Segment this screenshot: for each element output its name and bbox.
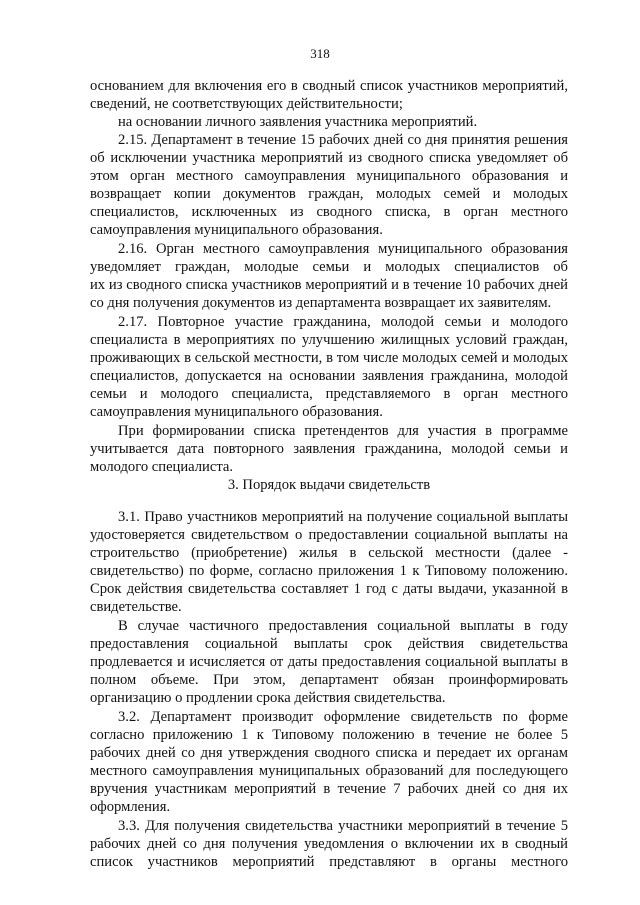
text-line: оформления. — [90, 799, 171, 815]
text-line: полном объеме. При этом, департамент обязан проинформировать — [90, 672, 568, 688]
text-line: свидетельстве. — [90, 599, 182, 615]
text-line: семьи и молодого специалиста, представляемого в орган местного — [90, 386, 568, 402]
text-line: этом орган местного самоуправления муниципального образования и — [90, 168, 568, 184]
text-line: удостоверяется свидетельством о предоставлении социальной выплаты на — [90, 527, 568, 543]
text-line: рабочих дней со дня получения уведомления о включении их в сводный — [90, 836, 568, 852]
text-line: самоуправления муниципального образования. — [90, 222, 383, 238]
text-line: 3.1. Право участников мероприятий на получение социальной выплаты — [118, 509, 568, 525]
text-line: их из сводного списка участников мероприятий и в течение 10 рабочих дней — [90, 277, 568, 293]
text-line: специалистов, исключенных из сводного списка, в орган местного — [90, 204, 568, 220]
text-line: организацию о продлении срока действия свидетельства. — [90, 690, 446, 706]
text-line: В случае частичного предоставления социальной выплаты в году — [118, 618, 568, 634]
text-line: специалиста в мероприятиях по улучшению жилищных условий граждан, — [90, 332, 568, 348]
text-line: 3.3. Для получения свидетельства участники мероприятий в течение 5 — [118, 818, 568, 834]
text-line: со дня получения документов из департамента возвращает их заявителям. — [90, 295, 552, 311]
text-line: на основании личного заявления участника мероприятий. — [118, 114, 478, 130]
text-line: сведений, не соответствующих действительности; — [90, 96, 403, 112]
text-line: При формировании списка претендентов для участия в программе — [118, 423, 568, 439]
text-line: 2.16. Орган местного самоуправления муниципального образования — [118, 241, 568, 257]
text-line: местного самоуправления муниципальных образований для последующего — [90, 763, 568, 779]
text-line: рабочих дней со дня утверждения сводного списка и передает их органам — [90, 745, 568, 761]
text-line: согласно приложению 1 к Типовому положению в течение не более 5 — [90, 727, 568, 743]
text-line: 2.15. Департамент в течение 15 рабочих дней со дня принятия решения — [118, 132, 568, 148]
section-heading: 3. Порядок выдачи свидетельств — [227, 477, 431, 493]
text-line: предоставления социальной выплаты срок действия свидетельства — [90, 636, 568, 652]
text-line: самоуправления муниципального образования. — [90, 404, 383, 420]
text-line: 2.17. Повторное участие гражданина, молодой семьи и молодого — [118, 314, 568, 330]
text-line: строительство (приобретение) жилья в сельской местности (далее - — [90, 545, 568, 561]
page-number: 318 — [310, 46, 330, 61]
text-line: основанием для включения его в сводный список участников мероприятий, — [90, 78, 568, 94]
text-line: возвращает копии документов граждан, молодых семей и молодых — [90, 186, 568, 202]
text-line: свидетельство) по форме, согласно приложения 1 к Типовому положению. — [90, 563, 568, 579]
text-line: уведомляет граждан, молодые семьи и молодых специалистов об — [90, 259, 568, 275]
text-line: учитывается дата повторного заявления гражданина, молодой семьи и — [90, 441, 568, 457]
text-line: вручения участникам мероприятий в течение 7 рабочих дней со дня их — [90, 781, 568, 797]
text-line: 3.2. Департамент производит оформление свидетельств по форме — [118, 709, 568, 725]
text-line: об исключении участника мероприятий из сводного списка уведомляет об — [90, 150, 568, 166]
text-line: молодого специалиста. — [90, 459, 234, 475]
text-line: Срок действия свидетельства составляет 1 год с даты выдачи, указанной в — [90, 581, 568, 597]
text-line: список участников мероприятий представляют в органы местного — [90, 854, 568, 870]
text-line: продлевается и исчисляется от даты предоставления социальной выплаты в — [90, 654, 568, 670]
text-line: специалистов, допускается на основании заявления гражданина, молодой — [90, 368, 568, 384]
text-line: проживающих в сельской местности, в том числе молодых семей и молодых — [90, 350, 568, 366]
